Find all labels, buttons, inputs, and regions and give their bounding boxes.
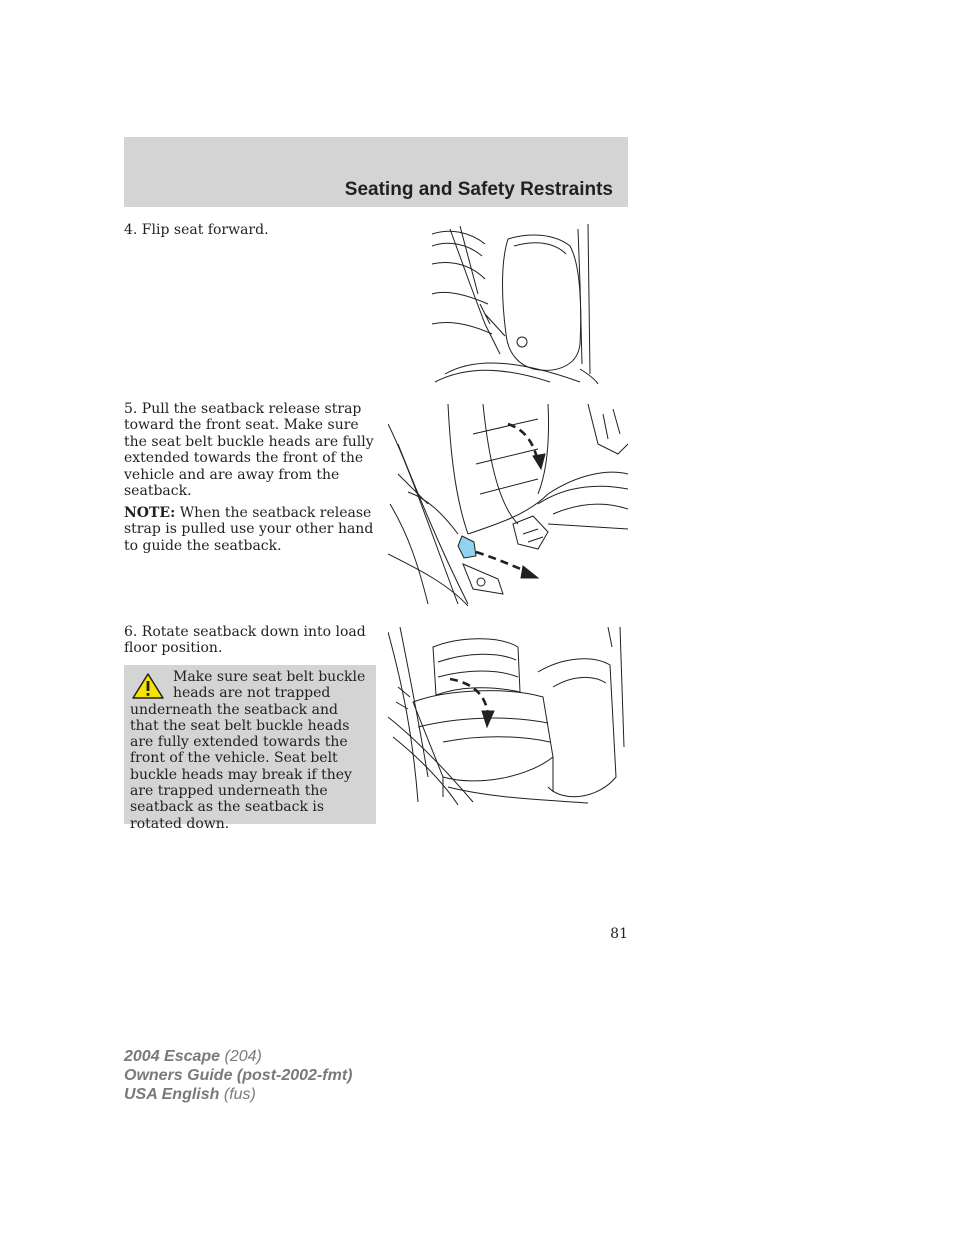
note-paragraph bbox=[124, 505, 376, 554]
footer-language-code: (fus) bbox=[219, 1086, 256, 1103]
footer-line-3 bbox=[124, 1085, 352, 1104]
seatback-rotate-illustration bbox=[388, 627, 628, 807]
warning-text-block bbox=[130, 669, 370, 832]
step-5-text: 5. Pull the seatback release strap toward the front seat. Make sure the seat belt buckle heads are fully extended towards the front of the vehicle and are away from the seatback. bbox=[124, 401, 374, 500]
note-label: NOTE: bbox=[124, 505, 176, 521]
footer-line-1 bbox=[124, 1047, 352, 1066]
section-header bbox=[124, 137, 628, 207]
document-footer bbox=[124, 1047, 352, 1104]
page-number: 81 bbox=[610, 926, 628, 942]
warning-text: Make sure seat belt buckle heads are not trapped underneath the seatback and that the seat belt buckle heads are fully extended towards the front of the vehicle. Seat belt buckle heads may break if they are trapped underneath the seatback as the seatback is rotated down. bbox=[130, 669, 366, 832]
seatback-release-illustration bbox=[388, 404, 628, 606]
section-title: Seating and Safety Restraints bbox=[344, 179, 613, 200]
warning-box bbox=[124, 665, 376, 832]
footer-line-2: Owners Guide (post-2002-fmt) bbox=[124, 1067, 353, 1084]
footer-model: 2004 Escape bbox=[124, 1048, 221, 1065]
step-4-text: 4. Flip seat forward. bbox=[124, 222, 269, 238]
footer-language: USA English bbox=[124, 1086, 220, 1103]
note-text: When the seatback release strap is pulled use your other hand to guide the seatback. bbox=[124, 505, 374, 554]
step-6-text: 6. Rotate seatback down into load floor position. bbox=[124, 624, 366, 657]
seat-flipped-illustration bbox=[430, 224, 600, 384]
footer-model-code: (204) bbox=[220, 1048, 262, 1065]
